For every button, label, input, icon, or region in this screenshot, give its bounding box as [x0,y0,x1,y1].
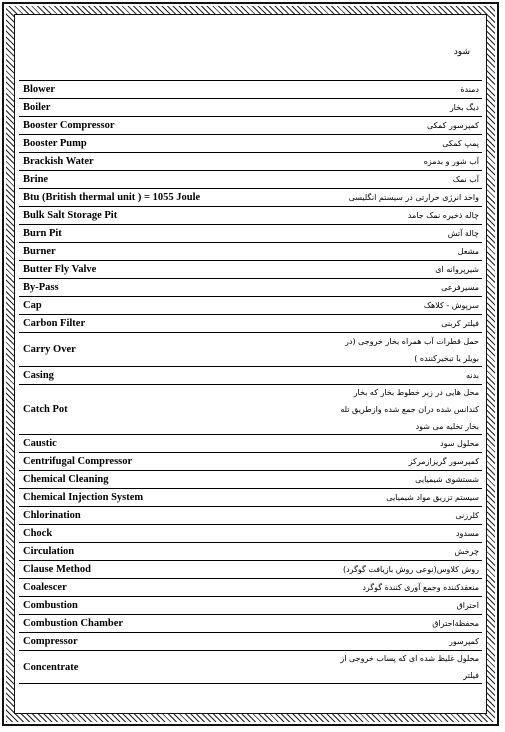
term-persian: شیرپروانه ای [435,265,479,274]
term-english: Chock [23,528,53,539]
term-persian: پمپ کمکی [442,139,479,148]
term-persian: آب شور و بدمزه [423,157,479,166]
glossary-row [19,489,482,507]
term-english: Chlorination [23,510,81,521]
term-persian: کمپرسور کمکی [426,121,479,130]
glossary-row [19,171,482,189]
term-english: Compressor [23,636,78,647]
glossary-row [19,189,482,207]
glossary-row [19,297,482,315]
term-persian: چرخش [454,547,479,556]
term-english: Cap [23,300,42,311]
term-english: Bulk Salt Storage Pit [23,210,118,221]
term-persian: بدنه [466,371,479,380]
term-english: Chemical Cleaning [23,474,109,485]
term-persian: آب نمک [452,175,479,184]
term-persian: روش کلاوس(نوعی روش بازیافت گوگرد) [342,565,479,574]
term-english: Chemical Injection System [23,492,144,503]
page-content [19,20,482,708]
term-persian: محفظةاحتراق [432,619,479,628]
term-english: Burner [23,246,56,257]
term-english: Boiler [23,102,51,113]
term-english: Burn Pit [23,228,62,239]
glossary-row [19,367,482,385]
term-english: Blower [23,84,56,95]
glossary-row [19,597,482,615]
glossary-row [19,471,482,489]
glossary-row [19,117,482,135]
term-persian: دیگ بخار [449,103,479,112]
glossary-row [19,225,482,243]
glossary-row [19,243,482,261]
term-english: By-Pass [23,282,59,293]
term-persian: منعقدکننده وجمع آوری کنندة گوگرد [362,583,479,592]
term-english: Caustic [23,438,57,449]
term-english: Combustion Chamber [23,618,124,629]
term-persian: محل هایی در زیر خطوط بخار که بخار کندانس شده دران جمع شده وازطریق تله بخار تخلیه می شود [340,388,479,431]
glossary-row [19,579,482,597]
term-english: Concentrate [23,661,79,673]
term-persian: حمل قطرات آب همراه بخار خروجی (در بویلر یا تبخیرکننده ) [345,336,479,363]
glossary-row [19,135,482,153]
glossary-row [19,507,482,525]
glossary-row [19,315,482,333]
term-english: Carry Over [23,344,76,355]
glossary-row [19,333,482,367]
term-persian: احتراق [456,601,479,610]
term-english: Combustion [23,600,78,611]
term-persian: محلول سود [440,439,479,448]
term-english: Booster Pump [23,138,87,149]
glossary-row [19,525,482,543]
glossary-row [19,633,482,651]
term-english: Clause Method [23,564,91,575]
continued-text: شود [453,47,470,57]
glossary-row [19,435,482,453]
term-english: Circulation [23,546,75,557]
glossary-row [19,385,482,435]
term-persian: کمپرسور [449,637,479,646]
glossary-row [19,561,482,579]
term-persian: سرپوش - کلاهک [423,301,479,310]
term-english: Carbon Filter [23,318,86,329]
term-english: Brackish Water [23,156,94,167]
term-persian: دمندة [460,85,479,94]
term-persian: مسدود [455,529,479,538]
term-persian: واحد انرژی حرارتی در سیستم انگلیسی [348,193,479,202]
glossary-row [19,651,482,684]
term-persian: محلول غلیظ شده ای که پساب خروجی از فیلتر [340,654,479,680]
term-persian: مسیرفرعی [441,283,479,292]
glossary-row [19,207,482,225]
term-english: Centrifugal Compressor [23,456,133,467]
term-english: Btu (British thermal unit ) = 1055 Joule [23,192,201,203]
term-persian: کمپرسور گریزازمرکز [408,457,479,466]
glossary-table [19,80,482,684]
glossary-row [19,261,482,279]
term-persian: چالة آتش [447,229,479,238]
term-english: Casing [23,370,54,381]
term-english: Brine [23,174,49,185]
term-english: Coalescer [23,582,67,593]
term-persian: سیستم تزریق مواد شیمیایی [386,493,479,502]
glossary-row [19,543,482,561]
glossary-row [19,99,482,117]
glossary-row [19,453,482,471]
term-english: Booster Compressor [23,120,115,131]
glossary-row [19,81,482,99]
term-english: Butter Fly Valve [23,264,97,275]
term-persian: چاله ذخیره نمک جامد [407,211,479,220]
term-persian: کلرزنی [455,511,479,520]
term-persian: شستشوی شیمیایی [415,475,479,484]
glossary-row [19,279,482,297]
term-persian: فیلتر کربنی [441,319,479,328]
glossary-row [19,615,482,633]
term-english: Catch Pot [23,404,68,415]
term-persian: مشعل [457,247,479,256]
glossary-row [19,153,482,171]
